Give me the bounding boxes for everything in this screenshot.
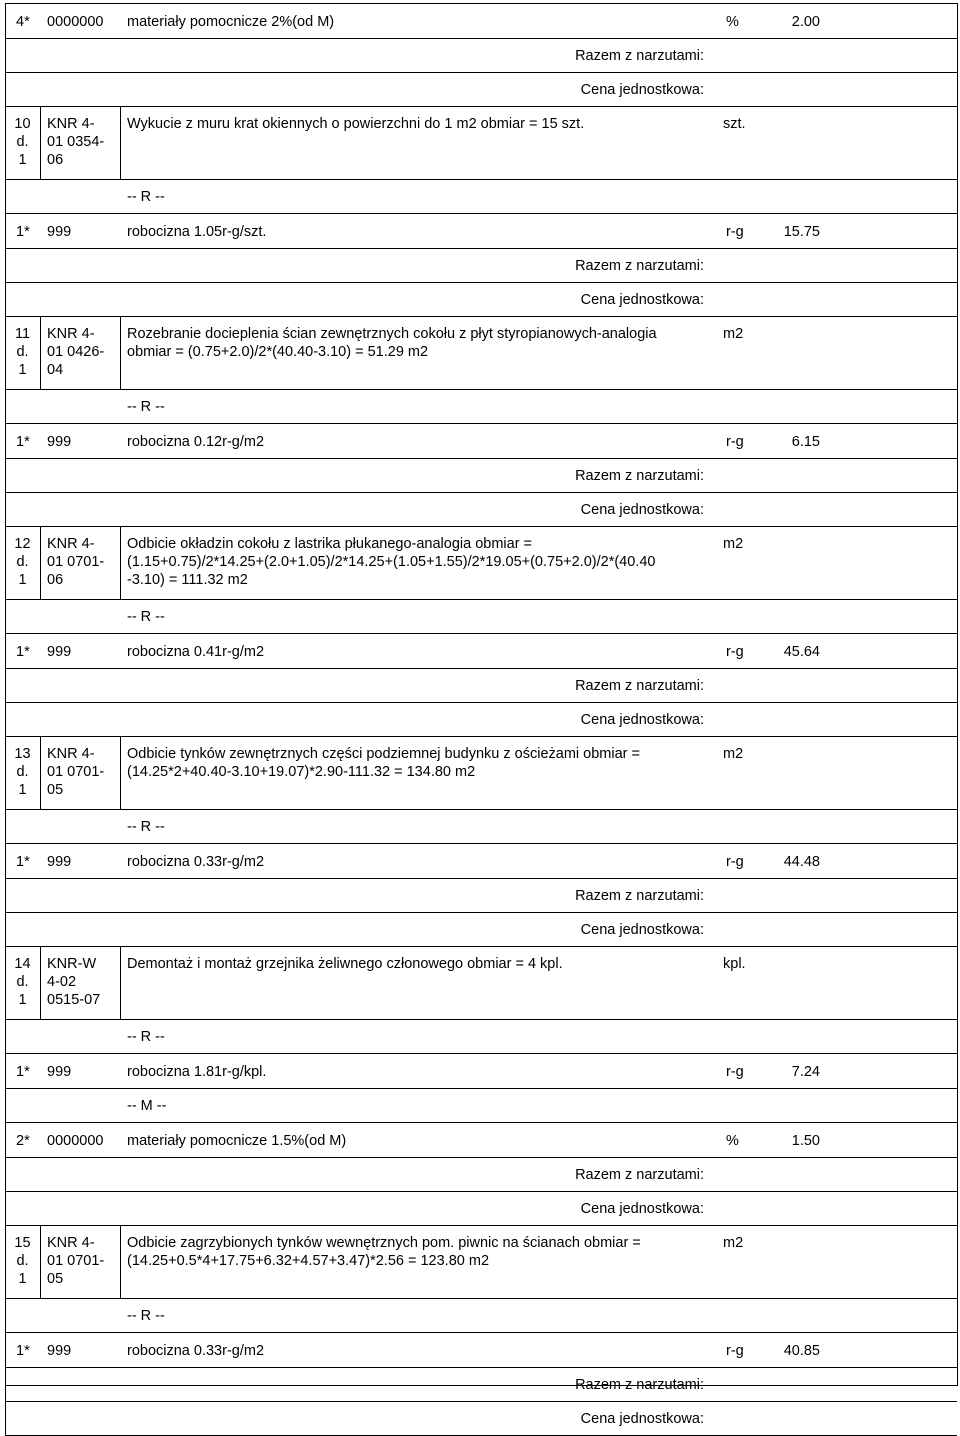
position-code: 01 0701- <box>47 764 105 780</box>
position-code: KNR 4- <box>47 536 95 552</box>
position-code: 06 <box>47 572 64 588</box>
resource-code: 0000000 <box>47 14 104 30</box>
position-code: 01 0701- <box>47 554 105 570</box>
resource-number: 1* <box>16 434 30 450</box>
resource-description: robocizna 0.33r-g/m2 <box>127 854 265 870</box>
resource-description: robocizna 1.05r-g/szt. <box>127 224 267 240</box>
resource-value: 7.24 <box>791 1064 820 1080</box>
row-frame <box>5 1368 957 1402</box>
resource-number: 2* <box>16 1133 30 1149</box>
resource-row <box>5 1123 957 1158</box>
position-code: 04 <box>47 362 64 378</box>
position-row <box>5 1226 957 1299</box>
unit-price-label: Cena jednostkowa: <box>580 1201 704 1217</box>
position-code: 01 0354- <box>47 134 105 150</box>
resource-value: 15.75 <box>783 224 820 240</box>
resource-section-header <box>5 180 957 214</box>
unit-price-row <box>5 1192 957 1226</box>
row-frame <box>5 73 957 107</box>
total-with-overheads-label: Razem z narzutami: <box>575 258 704 274</box>
resource-number: 1* <box>16 644 30 660</box>
total-with-overheads-label: Razem z narzutami: <box>575 1167 704 1183</box>
unit-price-row <box>5 73 957 107</box>
position-number: 1 <box>18 782 27 798</box>
row-frame <box>5 913 957 947</box>
position-unit: m2 <box>723 746 744 762</box>
position-code: KNR 4- <box>47 326 95 342</box>
position-code: 05 <box>47 782 64 798</box>
position-description: Odbicie tynków zewnętrznych części podziemnej budynku z ościeżami obmiar = <box>127 746 640 762</box>
position-number: 15 <box>14 1235 31 1251</box>
section-label: -- R -- <box>127 609 165 625</box>
resource-code: 999 <box>47 224 72 240</box>
position-number: 1 <box>18 152 27 168</box>
resource-number: 1* <box>16 1064 30 1080</box>
position-description: Rozebranie docieplenia ścian zewnętrznych cokołu z płyt styropianowych-analogia <box>127 326 657 342</box>
unit-price-row <box>5 703 957 737</box>
resource-unit: r-g <box>726 224 744 240</box>
resource-unit: % <box>726 1133 739 1149</box>
position-description: Wykucie z muru krat okiennych o powierzchni do 1 m2 obmiar = 15 szt. <box>127 116 585 132</box>
position-number: 1 <box>18 572 27 588</box>
position-code: KNR 4- <box>47 116 95 132</box>
row-frame <box>5 39 957 73</box>
row-frame <box>5 283 957 317</box>
resource-description: materiały pomocnicze 1.5%(od M) <box>127 1133 347 1149</box>
unit-price-row <box>5 1402 957 1436</box>
position-number: d. <box>16 134 29 150</box>
resource-section-header <box>5 1089 957 1123</box>
total-with-overheads-label: Razem z narzutami: <box>575 1377 704 1393</box>
resource-code: 999 <box>47 1064 72 1080</box>
unit-price-label: Cena jednostkowa: <box>580 292 704 308</box>
position-number: 10 <box>14 116 31 132</box>
position-unit: m2 <box>723 326 744 342</box>
resource-number: 4* <box>16 14 30 30</box>
position-number: d. <box>16 554 29 570</box>
section-label: -- R -- <box>127 399 165 415</box>
position-description: Odbicie okładzin cokołu z lastrika płukanego-analogia obmiar = <box>127 536 533 552</box>
position-description: Demontaż i montaż grzejnika żeliwnego członowego obmiar = 4 kpl. <box>127 956 563 972</box>
resource-unit: r-g <box>726 854 744 870</box>
position-row <box>5 107 957 180</box>
resource-section-header <box>5 810 957 844</box>
position-code: 06 <box>47 152 64 168</box>
position-number: 1 <box>18 362 27 378</box>
resource-number: 1* <box>16 224 30 240</box>
total-with-overheads-label: Razem z narzutami: <box>575 468 704 484</box>
position-description: -3.10) = 111.32 m2 <box>127 572 248 588</box>
position-number: 13 <box>14 746 31 762</box>
unit-price-label: Cena jednostkowa: <box>580 502 704 518</box>
position-description: Odbicie zagrzybionych tynków wewnętrznych pom. piwnic na ścianach obmiar = <box>127 1235 641 1251</box>
resource-code: 999 <box>47 434 72 450</box>
position-number: 14 <box>14 956 31 972</box>
unit-price-label: Cena jednostkowa: <box>580 922 704 938</box>
resource-row <box>5 424 957 459</box>
row-frame <box>5 1192 957 1226</box>
position-row <box>5 527 957 600</box>
resource-value: 45.64 <box>783 644 820 660</box>
total-with-overheads-label: Razem z narzutami: <box>575 678 704 694</box>
total-with-overheads-row <box>5 669 957 703</box>
resource-code: 999 <box>47 644 72 660</box>
position-unit: szt. <box>723 116 746 132</box>
position-code: KNR 4- <box>47 746 95 762</box>
position-description: (14.25+0.5*4+17.75+6.32+4.57+3.47)*2.56 = 123.80 m2 <box>127 1253 490 1269</box>
resource-description: robocizna 0.41r-g/m2 <box>127 644 265 660</box>
position-code: KNR-W <box>47 956 97 972</box>
resource-section-header <box>5 600 957 634</box>
section-label: -- M -- <box>127 1098 167 1114</box>
total-with-overheads-label: Razem z narzutami: <box>575 888 704 904</box>
position-row <box>5 947 957 1020</box>
resource-description: robocizna 0.33r-g/m2 <box>127 1343 265 1359</box>
resource-code: 999 <box>47 1343 72 1359</box>
resource-description: robocizna 0.12r-g/m2 <box>127 434 265 450</box>
row-frame <box>5 879 957 913</box>
resource-number: 1* <box>16 854 30 870</box>
total-with-overheads-row <box>5 39 957 73</box>
resource-description: robocizna 1.81r-g/kpl. <box>127 1064 267 1080</box>
resource-value: 6.15 <box>791 434 820 450</box>
resource-unit: r-g <box>726 644 744 660</box>
resource-section-header <box>5 1020 957 1054</box>
unit-price-row <box>5 493 957 527</box>
position-number: d. <box>16 344 29 360</box>
row-frame <box>5 1402 957 1436</box>
resource-description: materiały pomocnicze 2%(od M) <box>127 14 335 30</box>
position-row <box>5 317 957 390</box>
position-code: 05 <box>47 1271 64 1287</box>
total-with-overheads-row <box>5 1368 957 1402</box>
total-with-overheads-row <box>5 459 957 493</box>
resource-row <box>5 4 957 39</box>
resource-value: 1.50 <box>791 1133 820 1149</box>
resource-section-header <box>5 390 957 424</box>
position-unit: kpl. <box>723 956 746 972</box>
resource-section-header <box>5 1299 957 1333</box>
resource-number: 1* <box>16 1343 30 1359</box>
resource-unit: r-g <box>726 1343 744 1359</box>
position-code: 01 0426- <box>47 344 105 360</box>
resource-unit: % <box>726 14 739 30</box>
resource-value: 40.85 <box>783 1343 820 1359</box>
unit-price-label: Cena jednostkowa: <box>580 712 704 728</box>
section-label: -- R -- <box>127 1308 165 1324</box>
position-code: 4-02 <box>47 974 77 990</box>
position-number: 11 <box>14 326 31 342</box>
position-description: obmiar = (0.75+2.0)/2*(40.40-3.10) = 51.29 m2 <box>127 344 429 360</box>
resource-code: 999 <box>47 854 72 870</box>
resource-unit: r-g <box>726 1064 744 1080</box>
position-row <box>5 737 957 810</box>
resource-unit: r-g <box>726 434 744 450</box>
cost-estimate-table <box>5 3 958 1427</box>
row-frame <box>5 249 957 283</box>
position-number: 1 <box>18 1271 27 1287</box>
row-frame <box>5 459 957 493</box>
row-frame <box>5 669 957 703</box>
resource-code: 0000000 <box>47 1133 104 1149</box>
position-description: (14.25*2+40.40-3.10+19.07)*2.90-111.32 = 134.80 m2 <box>127 764 476 780</box>
row-frame <box>5 493 957 527</box>
total-with-overheads-row <box>5 1158 957 1192</box>
row-frame <box>5 703 957 737</box>
resource-row <box>5 214 957 249</box>
section-label: -- R -- <box>127 1029 165 1045</box>
position-description: (1.15+0.75)/2*14.25+(2.0+1.05)/2*14.25+(1.05+1.55)/2*19.05+(0.75+2.0)/2*(40.40 <box>127 554 656 570</box>
unit-price-row <box>5 913 957 947</box>
row-frame <box>5 1158 957 1192</box>
total-with-overheads-row <box>5 249 957 283</box>
position-number: 1 <box>18 992 27 1008</box>
section-label: -- R -- <box>127 819 165 835</box>
position-number: 12 <box>14 536 31 552</box>
resource-row <box>5 1333 957 1368</box>
resource-value: 2.00 <box>791 14 820 30</box>
section-label: -- R -- <box>127 189 165 205</box>
position-number: d. <box>16 974 29 990</box>
total-with-overheads-label: Razem z narzutami: <box>575 48 704 64</box>
unit-price-label: Cena jednostkowa: <box>580 1411 704 1427</box>
resource-row <box>5 634 957 669</box>
resource-value: 44.48 <box>783 854 820 870</box>
total-with-overheads-row <box>5 879 957 913</box>
resource-row <box>5 1054 957 1089</box>
unit-price-label: Cena jednostkowa: <box>580 82 704 98</box>
position-unit: m2 <box>723 536 744 552</box>
resource-row <box>5 844 957 879</box>
position-number: d. <box>16 764 29 780</box>
position-code: 01 0701- <box>47 1253 105 1269</box>
position-unit: m2 <box>723 1235 744 1251</box>
unit-price-row <box>5 283 957 317</box>
position-number: d. <box>16 1253 29 1269</box>
position-code: 0515-07 <box>47 992 101 1008</box>
position-code: KNR 4- <box>47 1235 95 1251</box>
